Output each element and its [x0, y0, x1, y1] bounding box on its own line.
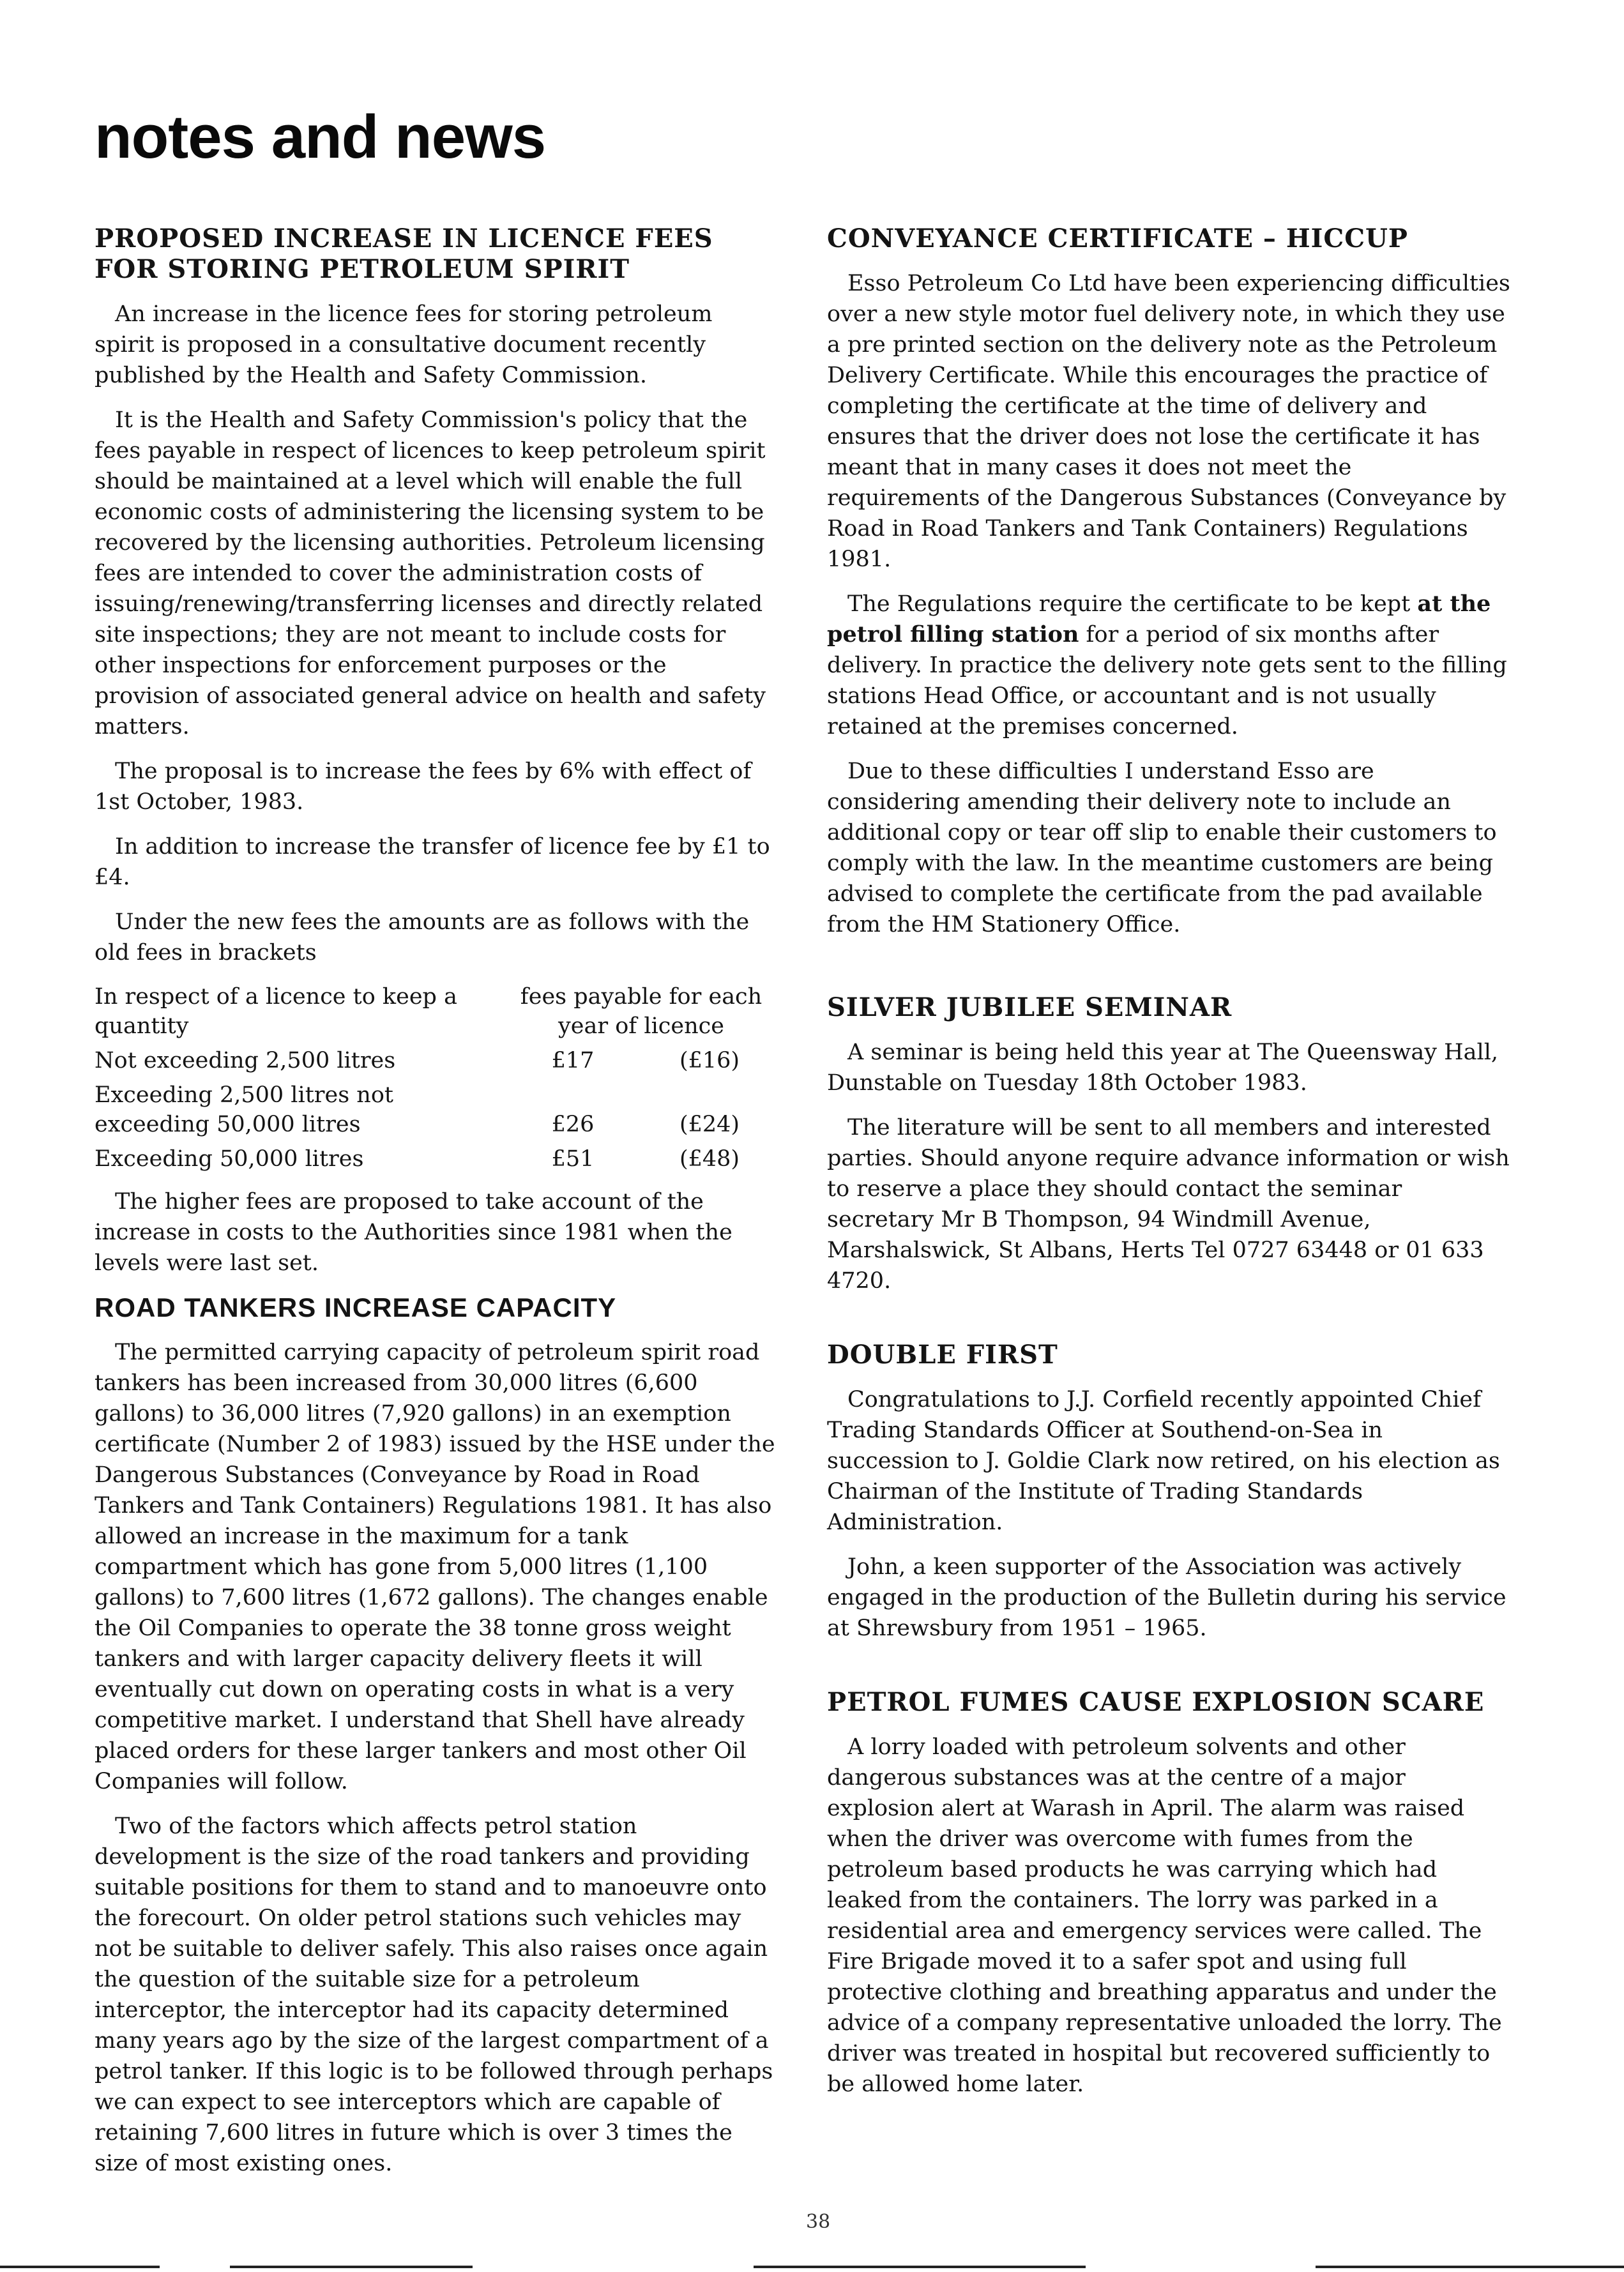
- fees-table-header-fees: fees payable for each year of licence: [520, 984, 763, 1039]
- article-paragraph: The higher fees are proposed to take account of the increase in costs to the Authorities since 1981 when the levels were last set.: [95, 1189, 732, 1276]
- article-paragraph: The proposal is to increase the fees by 6% with effect of 1st October, 1983.: [95, 759, 752, 815]
- article-paragraph: Under the new fees the amounts are as follows with the old fees in brackets: [95, 909, 750, 966]
- left-column: [95, 223, 778, 2193]
- bottom-rule: [1316, 2266, 1624, 2268]
- article-heading: DOUBLE FIRST: [827, 1340, 1058, 1370]
- spacer: [827, 1658, 1510, 1687]
- fees-table: [95, 982, 778, 1179]
- spacer: [827, 954, 1510, 992]
- fees-row-new: £51: [551, 1146, 595, 1172]
- article-paragraph: Two of the factors which affects petrol station development is the size of the road tankers and providing suitable positions for them to stand and to manoeuvre onto the forecourt. On older petrol stations such vehicles may not be suitable to deliver safely. This also raises once again the question of the suitable size for a petroleum interceptor, the interceptor had its capacity determined many years ago by the size of the largest compartment of a petrol tanker. If this logic is to be followed through perhaps we can expect to see interceptors which are capable of retaining 7,600 litres in future which is over 3 times the size of most existing ones.: [95, 1814, 773, 2176]
- fees-table-header-quantity: In respect of a licence to keep a quantity: [95, 984, 457, 1039]
- article-text: for a period of six months after delivery. In practice the delivery note gets sent to the filling stations Head Office, or accountant and is not usually retained at the premises concerned.: [827, 622, 1507, 739]
- article-paragraph: A lorry loaded with petroleum solvents and other dangerous substances was at the centre of a major explosion alert at Warash in April. The alarm was raised when the driver was overcome with fumes from the petroleum based products he was carrying which had leaked from the containers. The lorry was parked in a residential area and emergency services were called. The Fire Brigade moved it to a safer spot and using full protective clothing and breathing apparatus and under the advice of a company representative unloaded the lorry. The driver was treated in hospital but recovered sufficiently to be allowed home later.: [827, 1734, 1502, 2097]
- bottom-rule: [754, 2266, 1086, 2268]
- article-paragraph: It is the Health and Safety Commission's policy that the fees payable in respect of licences to keep petroleum spirit should be maintained at a level which will enable the full economic costs of administering the licensing system to be recovered by the licensing authorities. Petroleum licensing fees are intended to cover the administration costs of issuing/renewing/transferring licenses and directly related site inspections; they are not meant to include costs for other inspections for enforcement purposes or the provision of associated general advice on health and safety matters.: [95, 407, 766, 739]
- fees-row-label: Not exceeding 2,500 litres: [95, 1048, 396, 1073]
- article-double-first: [827, 1340, 1510, 1644]
- article-petrol-fumes: [827, 1687, 1510, 2100]
- article-heading: ROAD TANKERS INCREASE CAPACITY: [95, 1292, 617, 1322]
- table-row: [95, 1046, 778, 1080]
- table-row: [95, 1080, 778, 1144]
- fees-row-old: (£16): [679, 1048, 740, 1073]
- article-paragraph: [827, 589, 1510, 742]
- table-row: [95, 1144, 778, 1179]
- bottom-rule: [230, 2266, 473, 2268]
- bottom-rule: [0, 2266, 160, 2268]
- article-licence-fees: [95, 223, 778, 1278]
- article-paragraph: The permitted carrying capacity of petroleum spirit road tankers has been increased from 30,000 litres (6,600 gallons) to 36,000 litres (7,920 gallons) in an exemption certificate (Number 2 of 1983) issued by the HSE under the Dangerous Substances (Conveyance by Road in Road Tankers and Tank Containers) Regulations 1981. It has also allowed an increase in the maximum for a tank compartment which has gone from 5,000 litres (1,100 gallons) to 7,600 litres (1,672 gallons). The changes enable the Oil Companies to operate the 38 tonne gross weight tankers and with larger capacity delivery fleets it will eventually cut down on operating costs in what is a very competitive market. I understand that Shell have already placed orders for these larger tankers and most other Oil Companies will follow.: [95, 1340, 775, 1794]
- fees-row-label: Exceeding 50,000 litres: [95, 1146, 364, 1172]
- fees-row-new: £17: [551, 1048, 595, 1073]
- fees-row-old: (£48): [679, 1146, 740, 1172]
- emphasis-text: at the petrol filling station: [827, 591, 1491, 648]
- article-paragraph: Due to these difficulties I understand Esso are considering amending their delivery note to include an additional copy or tear off slip to enable their customers to comply with the law. In the meantime customers are being advised to complete the certificate from the pad available from the HM Stationery Office.: [827, 759, 1497, 937]
- article-paragraph: John, a keen supporter of the Association was actively engaged in the production of the Bulletin during his service at Shrewsbury from 1951 – 1965.: [827, 1554, 1506, 1641]
- article-paragraph: An increase in the licence fees for storing petroleum spirit is proposed in a consultative document recently published by the Health and Safety Commission.: [95, 301, 713, 388]
- article-paragraph: In addition to increase the transfer of licence fee by £1 to £4.: [95, 834, 770, 890]
- article-paragraph: Congratulations to J.J. Corfield recently appointed Chief Trading Standards Officer at Southend-on-Sea in succession to J. Goldie Clark now retired, on his election as Chairman of the Institute of Trading Standards Administration.: [827, 1387, 1500, 1535]
- spacer: [827, 1310, 1510, 1340]
- right-column: [827, 223, 1510, 2114]
- article-silver-jubilee: [827, 992, 1510, 1296]
- article-heading: SILVER JUBILEE SEMINAR: [827, 992, 1233, 1022]
- article-paragraph: A seminar is being held this year at The Queensway Hall, Dunstable on Tuesday 18th October 1983.: [827, 1040, 1499, 1096]
- article-heading: PETROL FUMES CAUSE EXPLOSION SCARE: [827, 1687, 1485, 1717]
- article-paragraph: The literature will be sent to all members and interested parties. Should anyone require advance information or wish to reserve a place they should contact the seminar secretary Mr B Thompson, 94 Windmill Avenue, Marshalswick, St Albans, Herts Tel 0727 63448 or 01 633 4720.: [827, 1115, 1510, 1294]
- fees-row-label: Exceeding 2,500 litres not exceeding 50,000 litres: [95, 1082, 393, 1137]
- article-conveyance-certificate: [827, 223, 1510, 940]
- article-text: The Regulations require the certificate to be kept: [847, 591, 1418, 617]
- article-heading: PROPOSED INCREASE IN LICENCE FEES FOR STORING PETROLEUM SPIRIT: [95, 223, 713, 284]
- fees-row-new: £26: [551, 1112, 595, 1137]
- fees-row-old: (£24): [679, 1112, 740, 1137]
- article-paragraph: Esso Petroleum Co Ltd have been experiencing difficulties over a new style motor fuel delivery note, in which they use a pre printed section on the delivery note as the Petroleum Delivery Certificate. While this encourages the practice of completing the certificate at the time of delivery and ensures that the driver does not lose the certificate it has meant that in many cases it does not meet the requirements of the Dangerous Substances (Conveyance by Road in Road Tankers and Tank Containers) Regulations 1981.: [827, 271, 1510, 572]
- article-road-tankers: [95, 1292, 778, 2179]
- article-heading: CONVEYANCE CERTIFICATE – HICCUP: [827, 223, 1408, 254]
- masthead-title: notes and news: [95, 103, 546, 171]
- page-number: 38: [806, 2211, 831, 2233]
